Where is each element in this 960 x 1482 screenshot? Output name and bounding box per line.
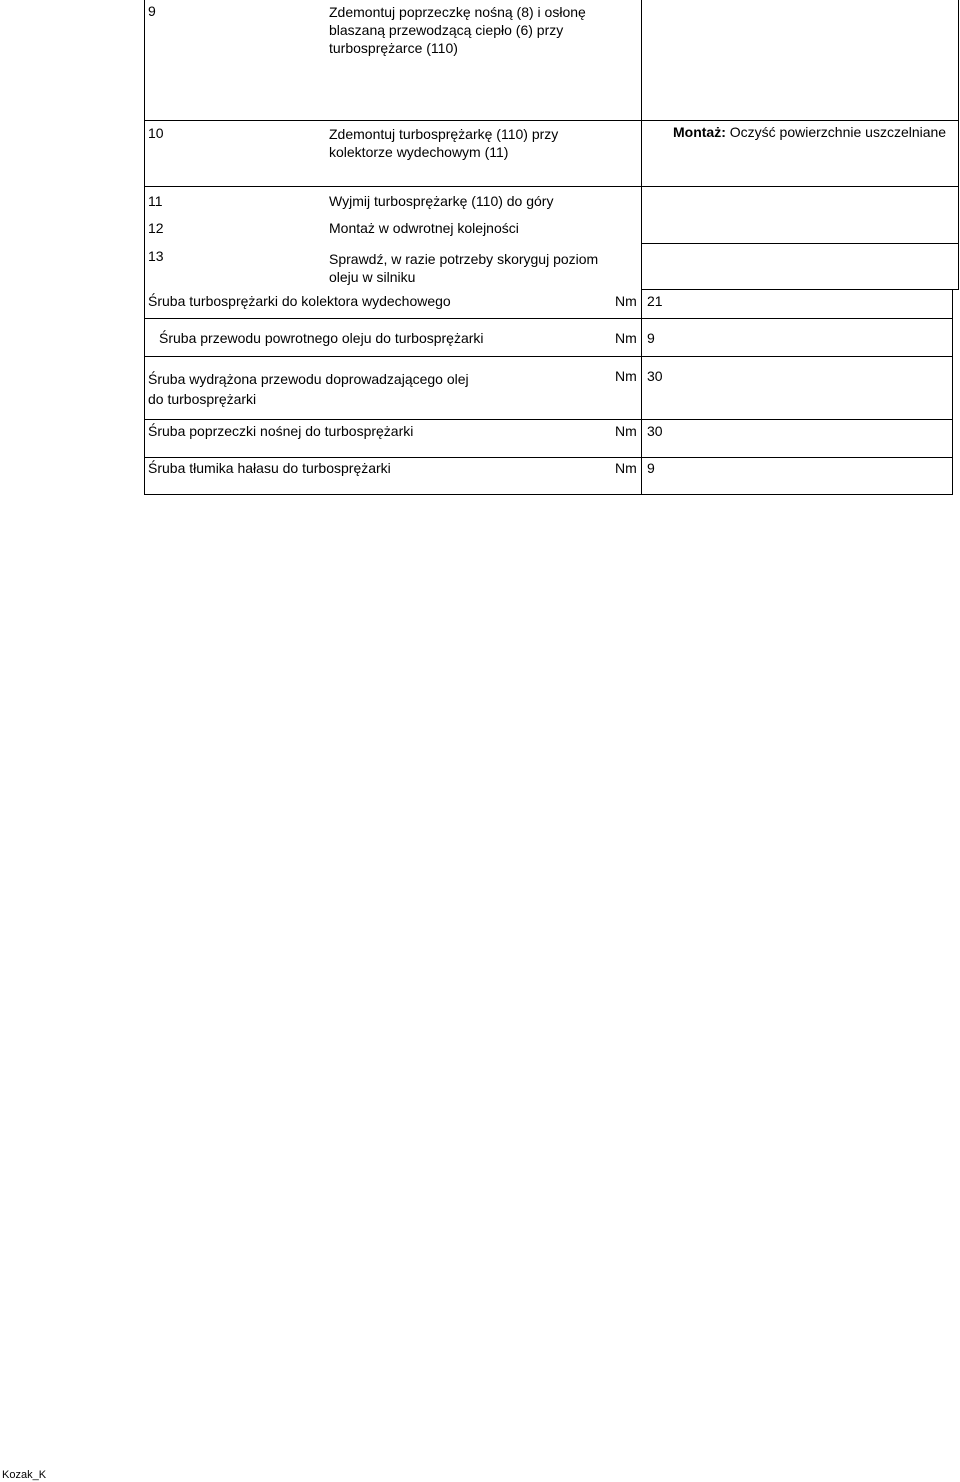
torque-item-name: Śruba turbosprężarki do kolektora wydechowego <box>148 293 451 309</box>
torque-unit: Nm <box>615 293 637 309</box>
step-text: Montaż w odwrotnej kolejności <box>329 220 519 236</box>
torque-row-divider <box>144 419 953 420</box>
step-text: Zdemontuj poprzeczkę nośną (8) i osłonę blaszaną przewodzącą ciepło (6) przy turbosprężarce (110) <box>329 4 586 56</box>
step-number: 9 <box>148 3 156 19</box>
torque-item-name: Śruba przewodu powrotnego oleju do turbosprężarki <box>159 330 484 346</box>
row-divider <box>144 120 959 121</box>
row-divider <box>641 243 959 244</box>
torque-item-name: Śruba wydrążona przewodu doprowadzającego olej do turbosprężarki <box>148 371 469 407</box>
torque-value: 21 <box>647 293 663 309</box>
torque-table-bottom-border <box>144 494 953 495</box>
torque-row-divider <box>144 457 953 458</box>
torque-value: 30 <box>647 368 663 384</box>
step-number: 12 <box>148 220 164 236</box>
assembly-note-label: Montaż: <box>673 124 726 140</box>
step-number: 13 <box>148 248 164 264</box>
row-divider <box>641 289 959 290</box>
torque-value: 9 <box>647 460 655 476</box>
torque-value: 9 <box>647 330 655 346</box>
footer-watermark: Kozak_K <box>2 1469 47 1481</box>
step-number: 10 <box>148 125 164 141</box>
torque-item-name: Śruba poprzeczki nośnej do turbosprężarki <box>148 423 414 439</box>
step-text: Wyjmij turbosprężarkę (110) do góry <box>329 193 554 209</box>
torque-value: 30 <box>647 423 663 439</box>
torque-row-divider <box>144 318 953 319</box>
torque-unit: Nm <box>615 368 637 384</box>
step-text: Zdemontuj turbosprężarkę (110) przy kolektorze wydechowym (11) <box>329 126 559 160</box>
torque-unit: Nm <box>615 423 637 439</box>
step-text: Sprawdź, w razie potrzeby skoryguj poziom oleju w silniku <box>329 251 599 285</box>
torque-unit: Nm <box>615 460 637 476</box>
torque-table-right-border <box>952 290 953 495</box>
step-number: 11 <box>148 193 163 209</box>
assembly-note <box>673 123 946 141</box>
torque-item-name: Śruba tłumika hałasu do turbosprężarki <box>148 460 391 476</box>
torque-row-divider <box>144 356 953 357</box>
torque-unit: Nm <box>615 330 637 346</box>
table-right-border <box>958 0 959 290</box>
row-divider <box>144 186 959 187</box>
assembly-note-text: Oczyść powierzchnie uszczelniane <box>729 124 947 140</box>
